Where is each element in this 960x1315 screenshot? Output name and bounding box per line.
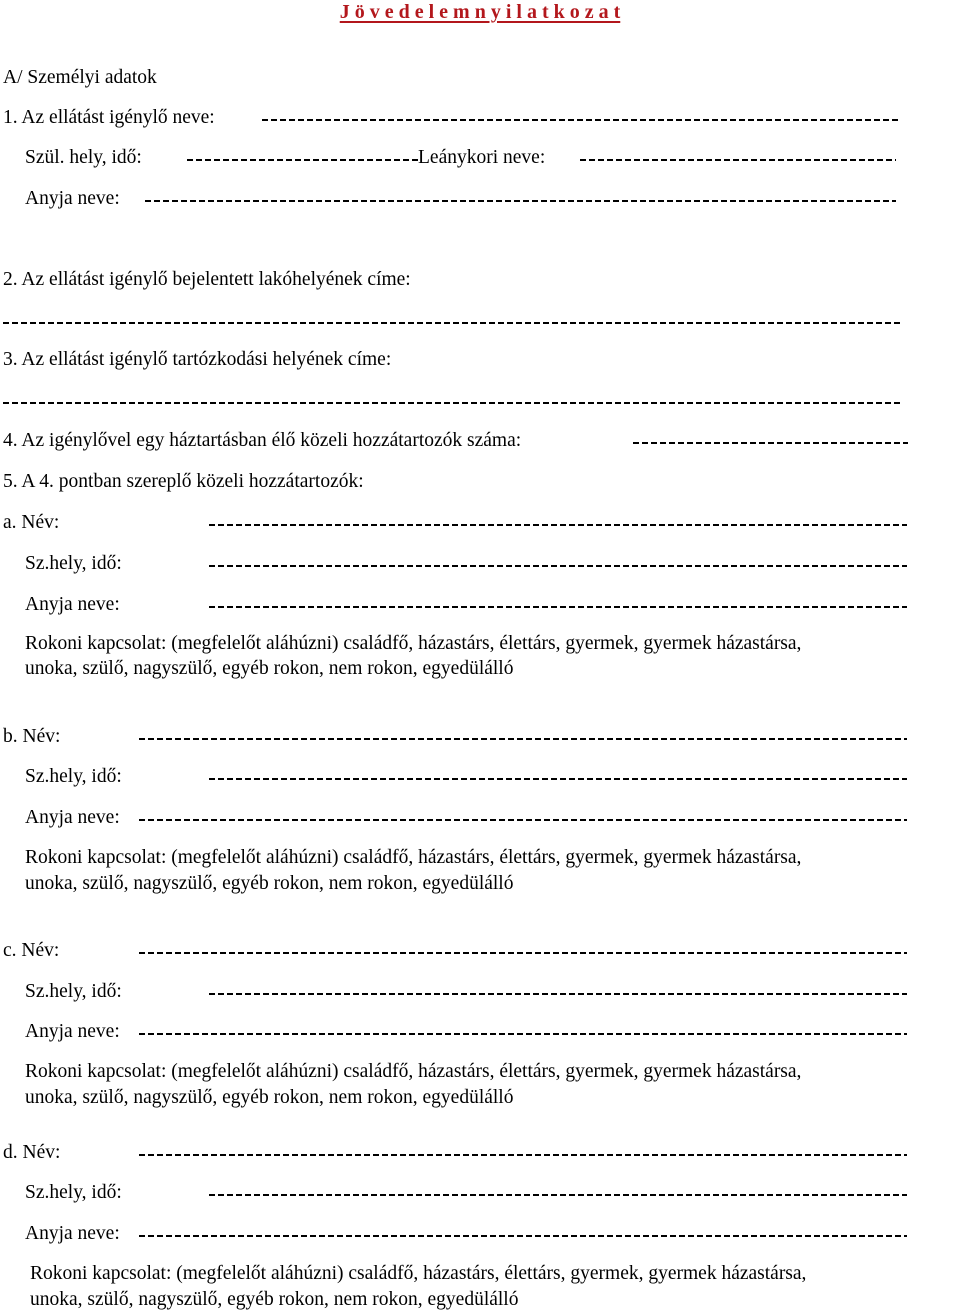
relative-birth-field[interactable] <box>209 993 907 995</box>
relative-name-label: b. Név: <box>3 726 61 747</box>
residence-address-field[interactable] <box>3 322 900 324</box>
relation-options-cont: unoka, szülő, nagyszülő, egyéb rokon, nem rokon, egyedülálló <box>25 1087 514 1108</box>
relative-name-field[interactable] <box>139 738 907 740</box>
relative-birth-label: Sz.hely, idő: <box>25 1182 122 1203</box>
relative-name-label: a. Név: <box>3 512 60 533</box>
applicant-name-label: 1. Az ellátást igénylő neve: <box>3 107 215 128</box>
relation-options-cont: unoka, szülő, nagyszülő, egyéb rokon, nem rokon, egyedülálló <box>25 873 514 894</box>
relative-name-label: d. Név: <box>3 1142 61 1163</box>
relative-name-field[interactable] <box>139 1154 907 1156</box>
relation-options: Rokoni kapcsolat: (megfelelőt aláhúzni) családfő, házastárs, élettárs, gyermek, gyermek házastársa, <box>25 633 802 654</box>
household-count-field[interactable] <box>633 442 908 444</box>
relation-options-cont: unoka, szülő, nagyszülő, egyéb rokon, nem rokon, egyedülálló <box>25 658 514 679</box>
relation-options-cont: unoka, szülő, nagyszülő, egyéb rokon, nem rokon, egyedülálló <box>30 1289 519 1310</box>
relative-mother-field[interactable] <box>139 1033 907 1035</box>
mother-name-label: Anyja neve: <box>25 188 120 209</box>
maiden-name-label: Leánykori neve: <box>418 147 546 168</box>
relative-name-field[interactable] <box>139 952 907 954</box>
temporary-address-field[interactable] <box>3 402 900 404</box>
relative-birth-field[interactable] <box>209 565 907 567</box>
document-title: J ö v e d e l e m n y i l a t k o z a t <box>339 1 621 23</box>
relative-birth-label: Sz.hely, idő: <box>25 981 122 1002</box>
relation-options: Rokoni kapcsolat: (megfelelőt aláhúzni) családfő, házastárs, élettárs, gyermek, gyermek házastársa, <box>30 1263 807 1284</box>
relative-birth-field[interactable] <box>209 778 907 780</box>
relative-mother-field[interactable] <box>209 606 907 608</box>
relative-mother-label: Anyja neve: <box>25 807 120 828</box>
birth-place-date-field[interactable] <box>187 159 418 161</box>
relative-mother-label: Anyja neve: <box>25 1223 120 1244</box>
relatives-heading: 5. A 4. pontban szereplő közeli hozzátartozók: <box>3 471 364 492</box>
relative-mother-label: Anyja neve: <box>25 594 120 615</box>
relative-birth-label: Sz.hely, idő: <box>25 766 122 787</box>
relation-options: Rokoni kapcsolat: (megfelelőt aláhúzni) családfő, házastárs, élettárs, gyermek, gyermek házastársa, <box>25 1061 802 1082</box>
relative-name-field[interactable] <box>209 524 907 526</box>
section-a-heading: A/ Személyi adatok <box>3 67 157 88</box>
relative-birth-label: Sz.hely, idő: <box>25 553 122 574</box>
relative-name-label: c. Név: <box>3 940 60 961</box>
mother-name-field[interactable] <box>145 200 896 202</box>
birth-place-date-label: Szül. hely, idő: <box>25 147 142 168</box>
relative-mother-field[interactable] <box>139 819 907 821</box>
relative-mother-label: Anyja neve: <box>25 1021 120 1042</box>
temporary-address-label: 3. Az ellátást igénylő tartózkodási helyének címe: <box>3 349 392 370</box>
residence-address-label: 2. Az ellátást igénylő bejelentett lakóhelyének címe: <box>3 269 411 290</box>
relative-mother-field[interactable] <box>139 1235 907 1237</box>
maiden-name-field[interactable] <box>580 159 896 161</box>
relative-birth-field[interactable] <box>209 1194 907 1196</box>
household-count-label: 4. Az igénylővel egy háztartásban élő közeli hozzátartozók száma: <box>3 430 522 451</box>
relation-options: Rokoni kapcsolat: (megfelelőt aláhúzni) családfő, házastárs, élettárs, gyermek, gyermek házastársa, <box>25 847 802 868</box>
applicant-name-field[interactable] <box>262 119 898 121</box>
